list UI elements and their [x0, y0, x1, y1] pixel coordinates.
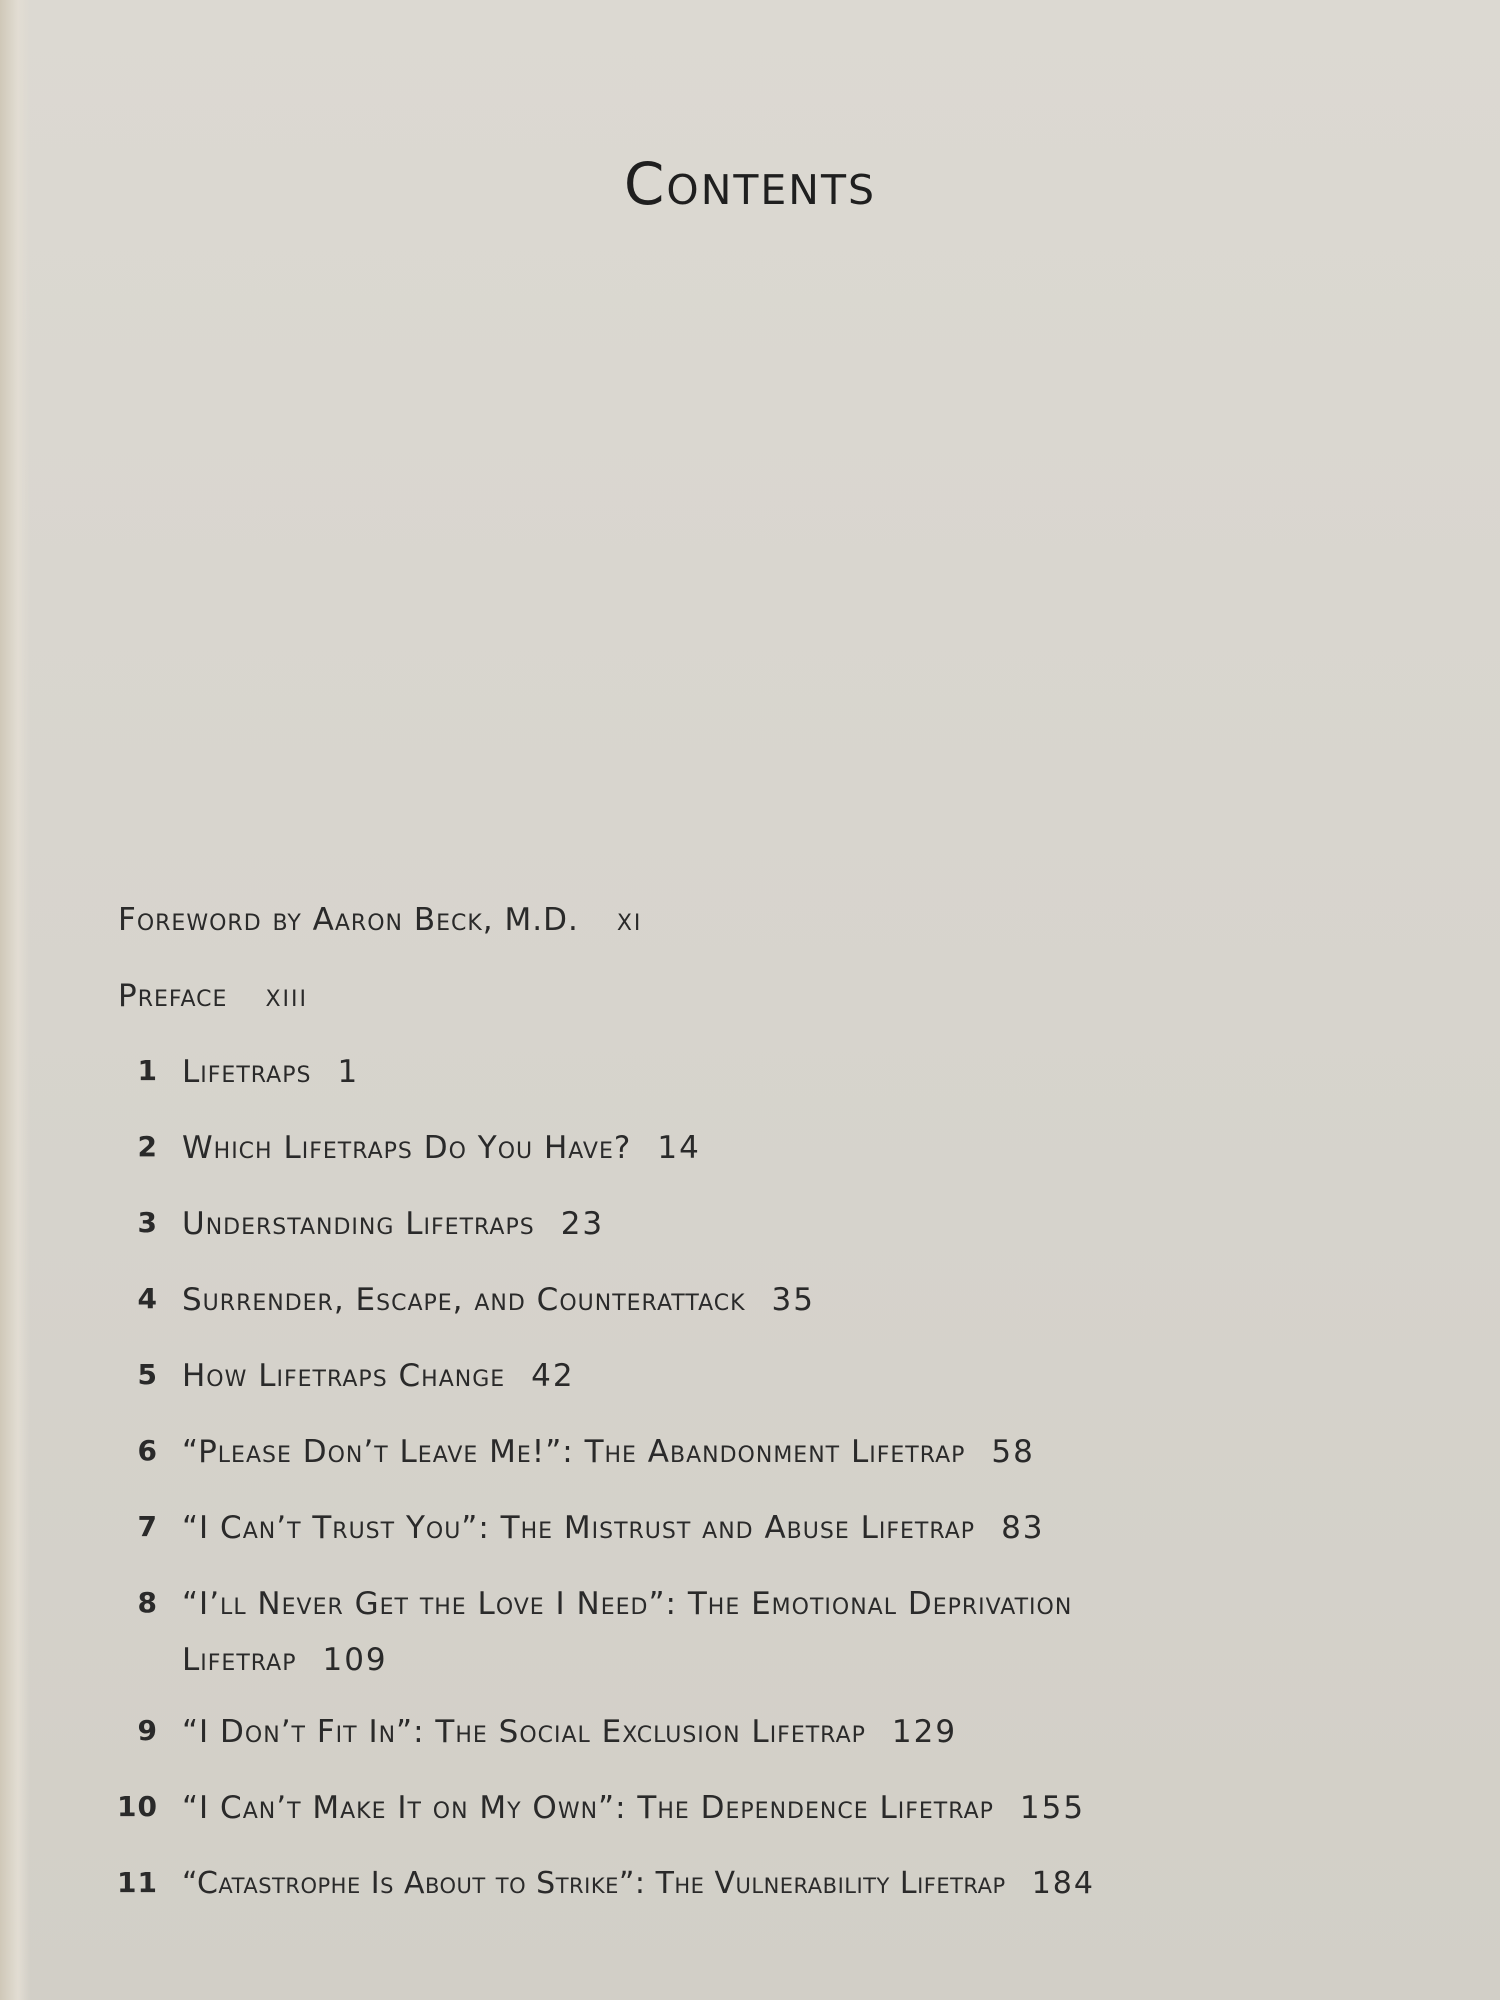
chapter-number: 6 — [137, 1434, 158, 1467]
toc-page-number: 109 — [322, 1642, 388, 1678]
chapter-number: 9 — [137, 1714, 158, 1747]
toc-page-number: 23 — [560, 1206, 605, 1242]
toc-page-number: 129 — [891, 1714, 958, 1750]
toc-entry-title: Which Lifetraps Do You Have? 14 — [182, 1130, 701, 1166]
chapter-number: 4 — [137, 1282, 158, 1315]
toc-entry-title: Preface xiii — [118, 978, 308, 1014]
toc-page-number: 35 — [771, 1282, 815, 1318]
toc-entry-title: Lifetraps 1 — [182, 1054, 360, 1090]
contents-heading: Contents — [623, 150, 877, 218]
chapter-number: 3 — [137, 1206, 158, 1239]
toc-entry-title: Understanding Lifetraps 23 — [182, 1206, 605, 1242]
chapter-number: 8 — [137, 1586, 158, 1619]
toc-entry-title: “I Can’t Make It on My Own”: The Dependence Lifetrap 155 — [182, 1790, 1086, 1826]
toc-page-number: 14 — [657, 1130, 701, 1166]
toc-entry-title-continued: Lifetrap 109 — [182, 1642, 388, 1678]
toc-page-number: 155 — [1019, 1790, 1086, 1826]
toc-page-number: xiii — [265, 978, 308, 1014]
toc-entry-title: “I Don’t Fit In”: The Social Exclusion Lifetrap 129 — [182, 1714, 958, 1750]
chapter-number: 1 — [137, 1054, 158, 1087]
toc-page-number: xi — [616, 902, 643, 938]
chapter-number: 7 — [137, 1510, 158, 1543]
toc-entry-title: “Please Don’t Leave Me!”: The Abandonment Lifetrap 58 — [182, 1434, 1035, 1470]
toc-page-number: 83 — [1001, 1510, 1045, 1546]
toc-entry-title: How Lifetraps Change 42 — [182, 1358, 575, 1394]
toc-page-number: 42 — [531, 1358, 575, 1394]
chapter-number: 2 — [137, 1130, 158, 1163]
toc-page-number: 184 — [1031, 1866, 1095, 1901]
chapter-number: 10 — [117, 1790, 158, 1823]
toc-page-number: 1 — [337, 1054, 360, 1090]
toc-entry-title: “I Can’t Trust You”: The Mistrust and Abuse Lifetrap 83 — [182, 1510, 1045, 1546]
chapter-number: 11 — [117, 1866, 158, 1899]
toc-entry-title: Surrender, Escape, and Counterattack 35 — [182, 1282, 815, 1318]
chapter-number: 5 — [137, 1358, 158, 1391]
toc-entry-title: “Catastrophe Is About to Strike”: The Vulnerability Lifetrap 184 — [182, 1866, 1095, 1901]
toc-page-number: 58 — [991, 1434, 1035, 1470]
toc-entry-title: “I’ll Never Get the Love I Need”: The Emotional Deprivation — [182, 1586, 1073, 1622]
toc-entry-title: Foreword by Aaron Beck, M.D. xi — [118, 902, 643, 938]
